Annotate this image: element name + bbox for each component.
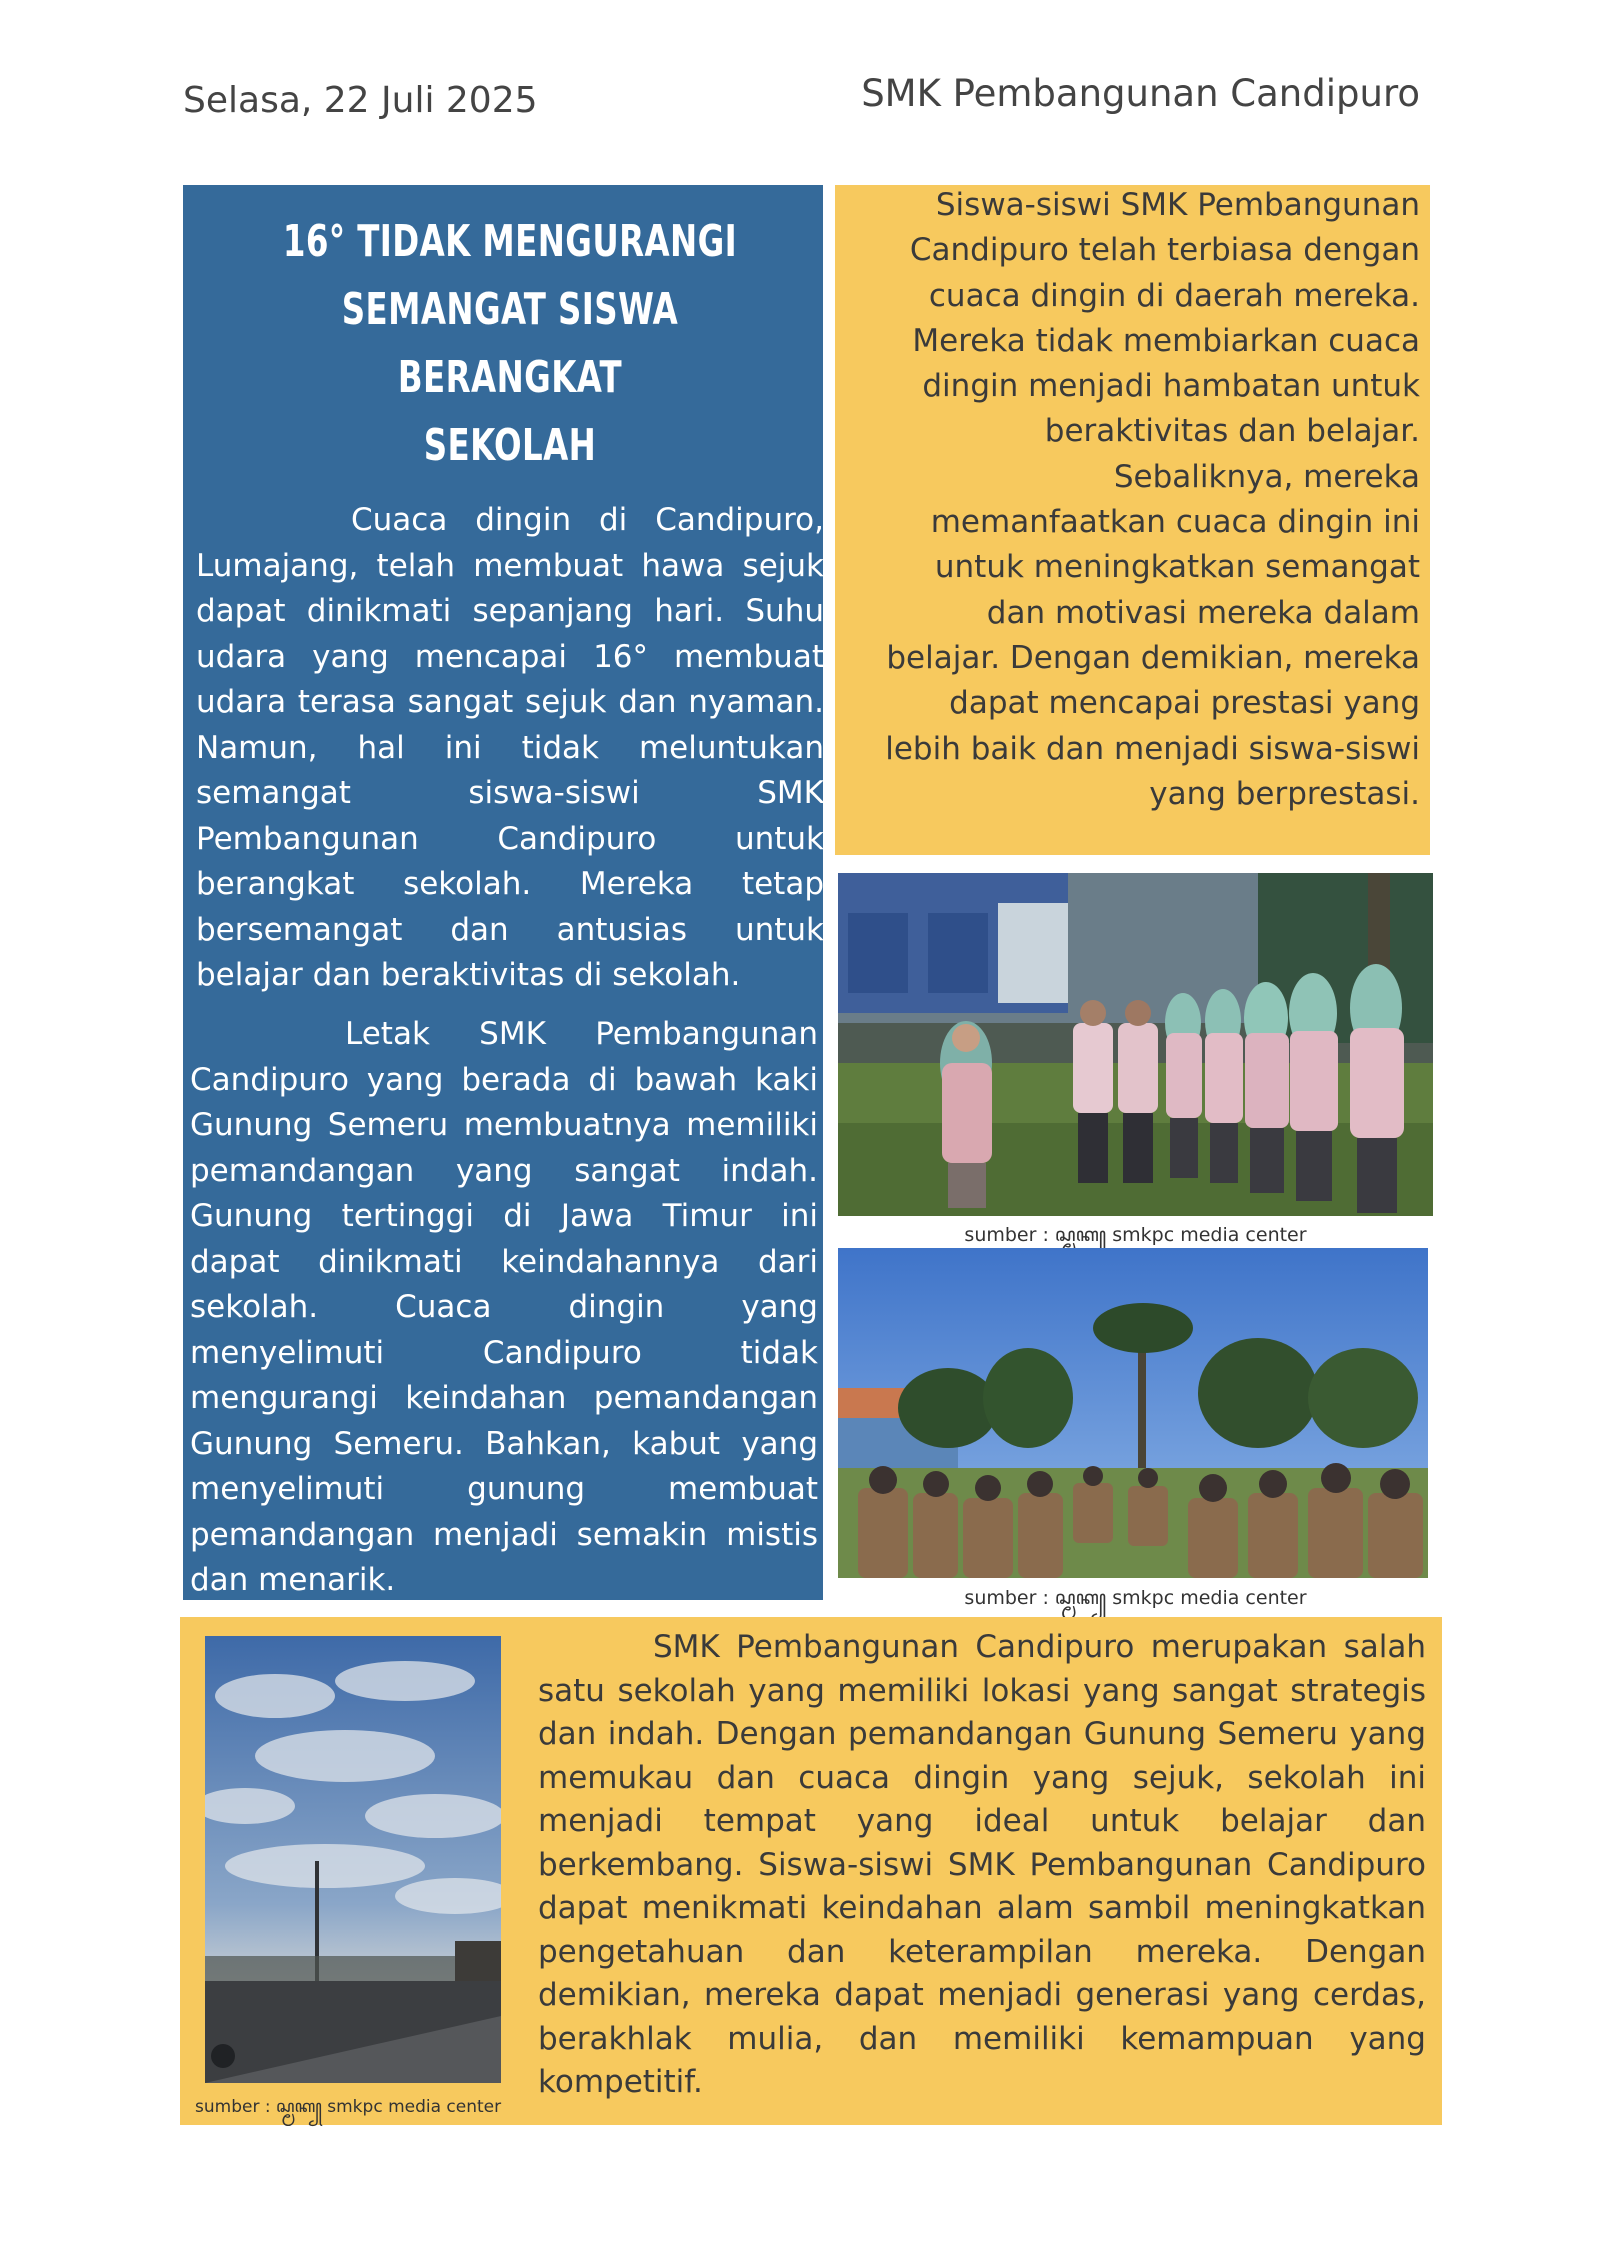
photo-students-circle: [838, 1248, 1428, 1578]
article-paragraph-2: Letak SMK Pembangunan Candipuro yang berada di bawah kaki Gunung Semeru membuatnya memiliki pemandangan yang sangat indah. Gunung tertinggi di Jawa Timur ini dapat dinikmati keindahannya dari sekolah. Cuaca dingin yang menyelimuti Candipuro tidak mengurangi keindahan pemandangan Gunung Semeru. Bahkan, kabut yang menyelimuti gunung membuat pemandangan menjadi semakin mistis dan menarik.: [190, 1016, 818, 1598]
photo2-caption: sumber : ꦱ꧀ꦩꦏ꧀ smkpc media center: [964, 1587, 1307, 1609]
headline-line-1: 16° TIDAK MENGURANGI: [282, 216, 738, 267]
issue-date: Selasa, 22 Juli 2025: [183, 80, 538, 121]
photo-cloudy-sky: [205, 1636, 501, 2083]
article-paragraph-1: Cuaca dingin di Candipuro, Lumajang, telah membuat hawa sejuk dapat dinikmati sepanjang hari. Suhu udara yang mencapai 16° membuat udara terasa sangat sejuk dan nyaman. Namun, hal ini tidak meluntukan semangat siswa-siswi SMK Pembangunan Candipuro untuk berangkat sekolah. Mereka tetap bersemangat dan antusias untuk belajar dan beraktivitas di sekolah.: [196, 502, 824, 993]
headline-line-2: SEMANGAT SISWA BERANGKAT: [341, 284, 679, 403]
photo3-caption: sumber : ꦱ꧀ꦩꦏ꧀ smkpc media center: [195, 2097, 502, 2117]
school-name: SMK Pembangunan Candipuro: [861, 72, 1420, 115]
photo-teachers-lineup: [838, 873, 1433, 1216]
article-paragraph-bottom: SMK Pembangunan Candipuro merupakan salah satu sekolah yang memiliki lokasi yang sangat strategis dan indah. Dengan pemandangan Gunung Semeru yang memukau dan cuaca dingin yang sejuk, sekolah ini menjadi tempat yang ideal untuk belajar dan berkembang. Siswa-siswi SMK Pembangunan Candipuro dapat menikmati keindahan alam sambil meningkatkan pengetahuan dan keterampilan mereka. Dengan demikian, mereka dapat menjadi generasi yang cerdas, berakhlak mulia, dan memiliki kemampuan yang kompetitif.: [538, 1629, 1426, 2100]
headline-line-3: SEKOLAH: [423, 420, 597, 471]
article-paragraph-top-right: Siswa-siswi SMK Pembangunan Candipuro telah terbiasa dengan cuaca dingin di daerah mereka. Mereka tidak membiarkan cuaca dingin menjadi hambatan untuk beraktivitas dan belajar. Sebaliknya, mereka memanfaatkan cuaca dingin ini untuk meningkatkan semangat dan motivasi mereka dalam belajar. Dengan demikian, mereka dapat mencapai prestasi yang lebih baik dan menjadi siswa-siswi yang berprestasi.: [885, 187, 1420, 812]
article-headline: [264, 208, 756, 480]
photo1-caption: sumber : ꦱ꧀ꦩꦏ꧀ smkpc media center: [964, 1224, 1307, 1246]
